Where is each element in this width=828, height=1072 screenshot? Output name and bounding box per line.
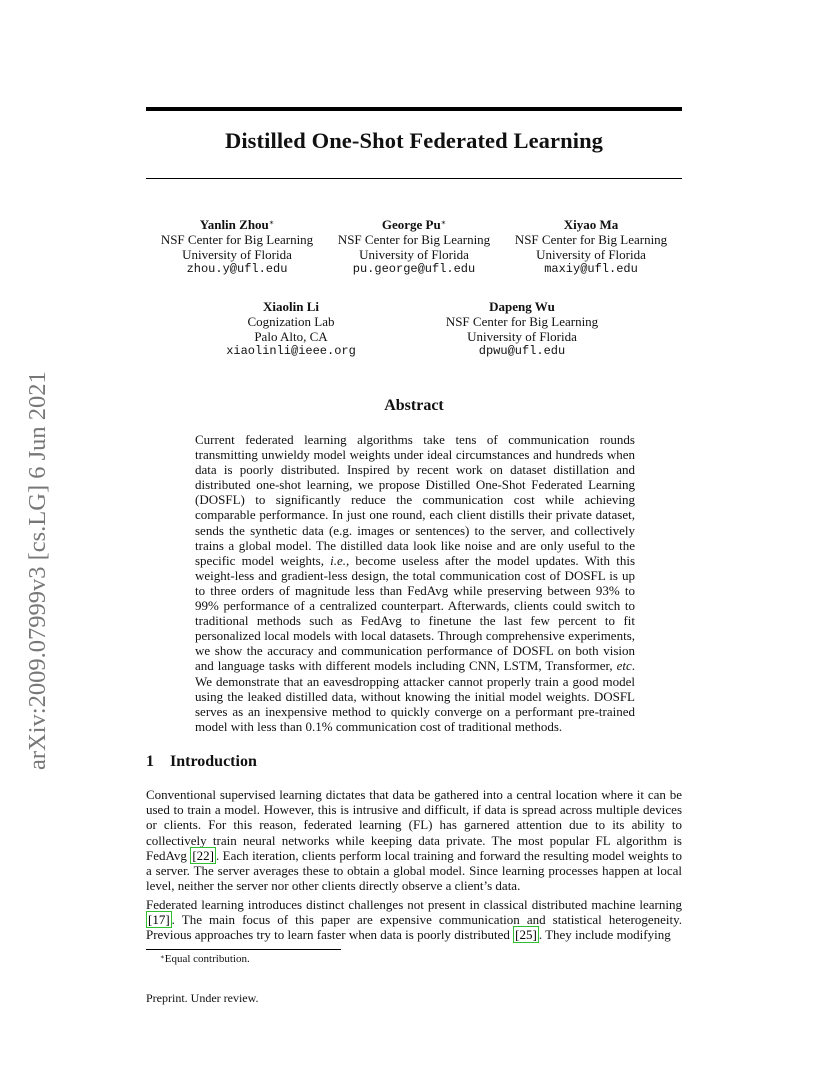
footnote-rule xyxy=(146,949,341,950)
intro-paragraph-1 xyxy=(146,787,682,893)
abstract-text-2: become useless after the model updates. With this weight-less and gradient-less design, the total communication cost of DOSFL is up to three orders of magnitude less than FedAvg while preserving between 93% to 99% performance of a centralized counterpart. Afterwards, clients could switch to traditional methods such as FedAvg to finetune the last few percent to fit personalized local models with local datasets. Through comprehensive experiments, we show the accuracy and communication performance of DOSFL on both vision and language tasks with different models including CNN, LSTM, Transformer, xyxy=(195,552,635,674)
author-name: Xiaolin Li xyxy=(263,299,319,314)
author-institution: University of Florida xyxy=(467,329,577,344)
intro-text: . The main focus of this paper are expensive communication and statistical heterogeneity. Previous approaches try to learn faster when data is poorly distributed xyxy=(146,912,682,943)
paper-title: Distilled One-Shot Federated Learning xyxy=(224,128,604,153)
title-rule-bottom xyxy=(146,178,682,179)
footnote-text: Equal contribution. xyxy=(164,953,250,965)
author-email: maxiy@ufl.edu xyxy=(544,262,638,276)
intro-paragraph-2 xyxy=(146,897,682,943)
intro-text: . Each iteration, clients perform local training and forward the resulting model weights to a server. The server averages these to obtain a global model. Since learning processes happen at local level, neither the server nor other clients directly observe a client’s data. xyxy=(146,847,682,894)
author-affiliation: NSF Center for Big Learning xyxy=(337,232,491,247)
author-mark: ∗ xyxy=(440,218,447,227)
abstract-body xyxy=(195,432,635,734)
intro-text: Conventional supervised learning dictates that data be gathered into a central location where it can be used to train a model. However, this is intrusive and difficult, if data is spread across multiple devices or clients. For this reason, federated learning (FL) has garnered attention due to its ability to collectively train neural networks while keeping data private. The most popular FL algorithm is FedAvg xyxy=(146,787,682,863)
author-name: Xiyao Ma xyxy=(563,217,619,232)
author-name: Yanlin Zhou xyxy=(199,217,269,232)
author-mark: ∗ xyxy=(268,218,275,227)
author-affiliation: NSF Center for Big Learning xyxy=(160,232,314,247)
citation-link[interactable]: [17] xyxy=(148,912,170,928)
section-title: Introduction xyxy=(170,753,257,770)
author-affiliation: NSF Center for Big Learning xyxy=(445,314,599,329)
citation-link[interactable]: [25] xyxy=(515,927,537,943)
author-block-2 xyxy=(329,217,499,277)
abstract-text-1: Current federated learning algorithms take tens of communication rounds transmitting unwieldy model weights under ideal circumstances and hundreds when data is poorly distributed. Inspired by recent work on dataset distillation and distributed one-shot learning, we propose Distilled One-Shot Federated Learning (DOSFL) to significantly reduce the communication cost while achieving comparable performance. In just one round, each client distills their private dataset, sends the synthetic data (e.g. images or sentences) to the server, and collectively trains a global model. The distilled data look like noise and are only useful to the specific model weights, xyxy=(195,432,635,568)
author-name: George Pu xyxy=(381,217,441,232)
author-email: dpwu@ufl.edu xyxy=(478,344,566,358)
author-affiliation: NSF Center for Big Learning xyxy=(514,232,668,247)
title-rule-top xyxy=(146,107,682,111)
arxiv-id: arXiv:2009.07999v3 [cs.LG] 6 Jun 2021 xyxy=(24,371,51,770)
author-block-4 xyxy=(206,299,376,359)
section-heading xyxy=(146,753,257,771)
author-block-1 xyxy=(152,217,322,277)
author-block-5 xyxy=(437,299,607,359)
author-email: zhou.y@ufl.edu xyxy=(186,262,288,276)
footnote-mark: ∗ xyxy=(160,953,165,961)
author-email: pu.george@ufl.edu xyxy=(352,262,476,276)
abstract-heading: Abstract xyxy=(384,397,444,414)
section-number: 1 xyxy=(146,753,154,770)
author-institution: Palo Alto, CA xyxy=(254,329,328,344)
author-email: xiaolinli@ieee.org xyxy=(226,344,356,358)
author-institution: University of Florida xyxy=(182,247,292,262)
abstract-etc: etc xyxy=(616,658,632,674)
author-institution: University of Florida xyxy=(359,247,469,262)
citation-link[interactable]: [22] xyxy=(192,847,215,863)
preprint-notice: Preprint. Under review. xyxy=(146,991,259,1005)
abstract-text-3: . We demonstrate that an eavesdropping attacker cannot properly train a good model using the leaked distilled data, without knowing the initial model weights. DOSFL serves as an inexpensive method to quickly converge on a performant pre-trained model with less than 0.1% communication cost of traditional methods. xyxy=(195,658,635,734)
author-block-3 xyxy=(506,217,676,277)
abstract-ie: i.e., xyxy=(330,552,350,568)
author-name: Dapeng Wu xyxy=(489,299,555,314)
author-institution: University of Florida xyxy=(536,247,646,262)
intro-text: . They include modifying xyxy=(538,927,671,943)
arxiv-stamp xyxy=(24,290,51,770)
author-affiliation: Cognization Lab xyxy=(247,314,335,329)
footnote xyxy=(160,953,250,965)
intro-text: Federated learning introduces distinct challenges not present in classical distributed machine learning xyxy=(146,897,682,912)
